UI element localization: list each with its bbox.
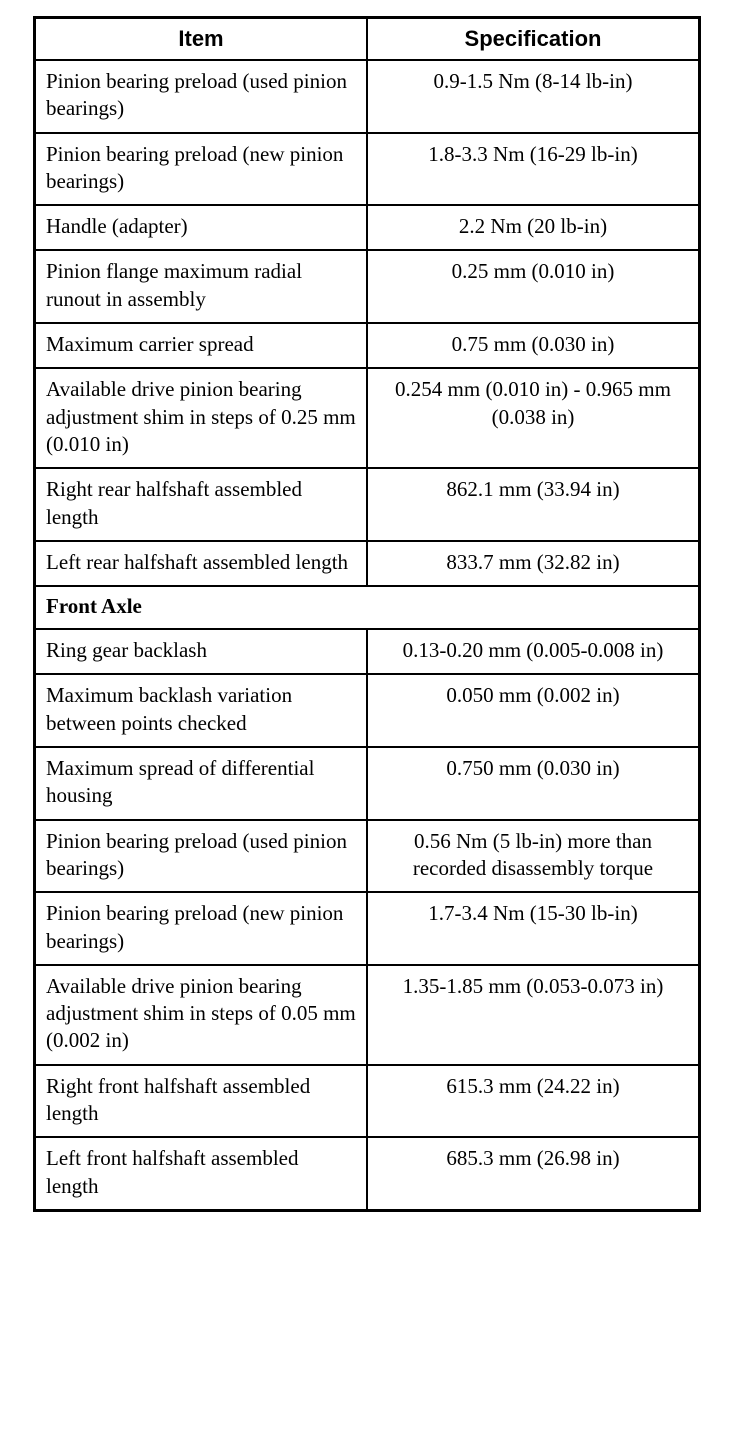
table-row	[35, 468, 700, 541]
table-row	[35, 1137, 700, 1210]
item-cell: Right rear halfshaft assembled length	[35, 468, 368, 541]
section-label: Front Axle	[35, 586, 700, 629]
item-cell: Available drive pinion bearing adjustment shim in steps of 0.25 mm (0.010 in)	[35, 368, 368, 468]
spec-cell: 1.7-3.4 Nm (15-30 lb-in)	[367, 892, 700, 965]
table-row	[35, 674, 700, 747]
table-row	[35, 368, 700, 468]
table-row	[35, 820, 700, 893]
spec-cell: 0.9-1.5 Nm (8-14 lb-in)	[367, 60, 700, 133]
table-row	[35, 250, 700, 323]
item-cell: Maximum spread of differential housing	[35, 747, 368, 820]
item-cell: Pinion bearing preload (new pinion bearings)	[35, 133, 368, 206]
spec-cell: 1.8-3.3 Nm (16-29 lb-in)	[367, 133, 700, 206]
spec-cell: 0.75 mm (0.030 in)	[367, 323, 700, 368]
table-row	[35, 892, 700, 965]
item-cell: Pinion bearing preload (used pinion bearings)	[35, 60, 368, 133]
item-cell: Ring gear backlash	[35, 629, 368, 674]
spec-cell: 0.050 mm (0.002 in)	[367, 674, 700, 747]
column-header-specification: Specification	[367, 18, 700, 61]
column-header-item: Item	[35, 18, 368, 61]
item-cell: Left rear halfshaft assembled length	[35, 541, 368, 586]
spec-table-body	[35, 60, 700, 1210]
item-cell: Right front halfshaft assembled length	[35, 1065, 368, 1138]
spec-cell: 685.3 mm (26.98 in)	[367, 1137, 700, 1210]
spec-cell: 0.13-0.20 mm (0.005-0.008 in)	[367, 629, 700, 674]
table-row	[35, 1065, 700, 1138]
spec-cell: 0.25 mm (0.010 in)	[367, 250, 700, 323]
spec-cell: 0.750 mm (0.030 in)	[367, 747, 700, 820]
item-cell: Maximum backlash variation between points checked	[35, 674, 368, 747]
table-row	[35, 323, 700, 368]
header-row	[35, 18, 700, 61]
spec-cell: 1.35-1.85 mm (0.053-0.073 in)	[367, 965, 700, 1065]
specifications-table	[33, 16, 701, 1212]
table-row	[35, 747, 700, 820]
spec-cell: 615.3 mm (24.22 in)	[367, 1065, 700, 1138]
item-cell: Pinion flange maximum radial runout in assembly	[35, 250, 368, 323]
table-header	[35, 18, 700, 61]
item-cell: Available drive pinion bearing adjustment shim in steps of 0.05 mm (0.002 in)	[35, 965, 368, 1065]
table-row	[35, 965, 700, 1065]
section-row	[35, 586, 700, 629]
item-cell: Handle (adapter)	[35, 205, 368, 250]
item-cell: Maximum carrier spread	[35, 323, 368, 368]
table-row	[35, 541, 700, 586]
spec-cell: 862.1 mm (33.94 in)	[367, 468, 700, 541]
spec-cell: 0.254 mm (0.010 in) - 0.965 mm (0.038 in)	[367, 368, 700, 468]
item-cell: Pinion bearing preload (new pinion bearings)	[35, 892, 368, 965]
table-row	[35, 133, 700, 206]
spec-cell: 0.56 Nm (5 lb-in) more than recorded disassembly torque	[367, 820, 700, 893]
item-cell: Left front halfshaft assembled length	[35, 1137, 368, 1210]
spec-cell: 833.7 mm (32.82 in)	[367, 541, 700, 586]
spec-cell: 2.2 Nm (20 lb-in)	[367, 205, 700, 250]
table-row	[35, 60, 700, 133]
table-row	[35, 205, 700, 250]
table-row	[35, 629, 700, 674]
item-cell: Pinion bearing preload (used pinion bearings)	[35, 820, 368, 893]
